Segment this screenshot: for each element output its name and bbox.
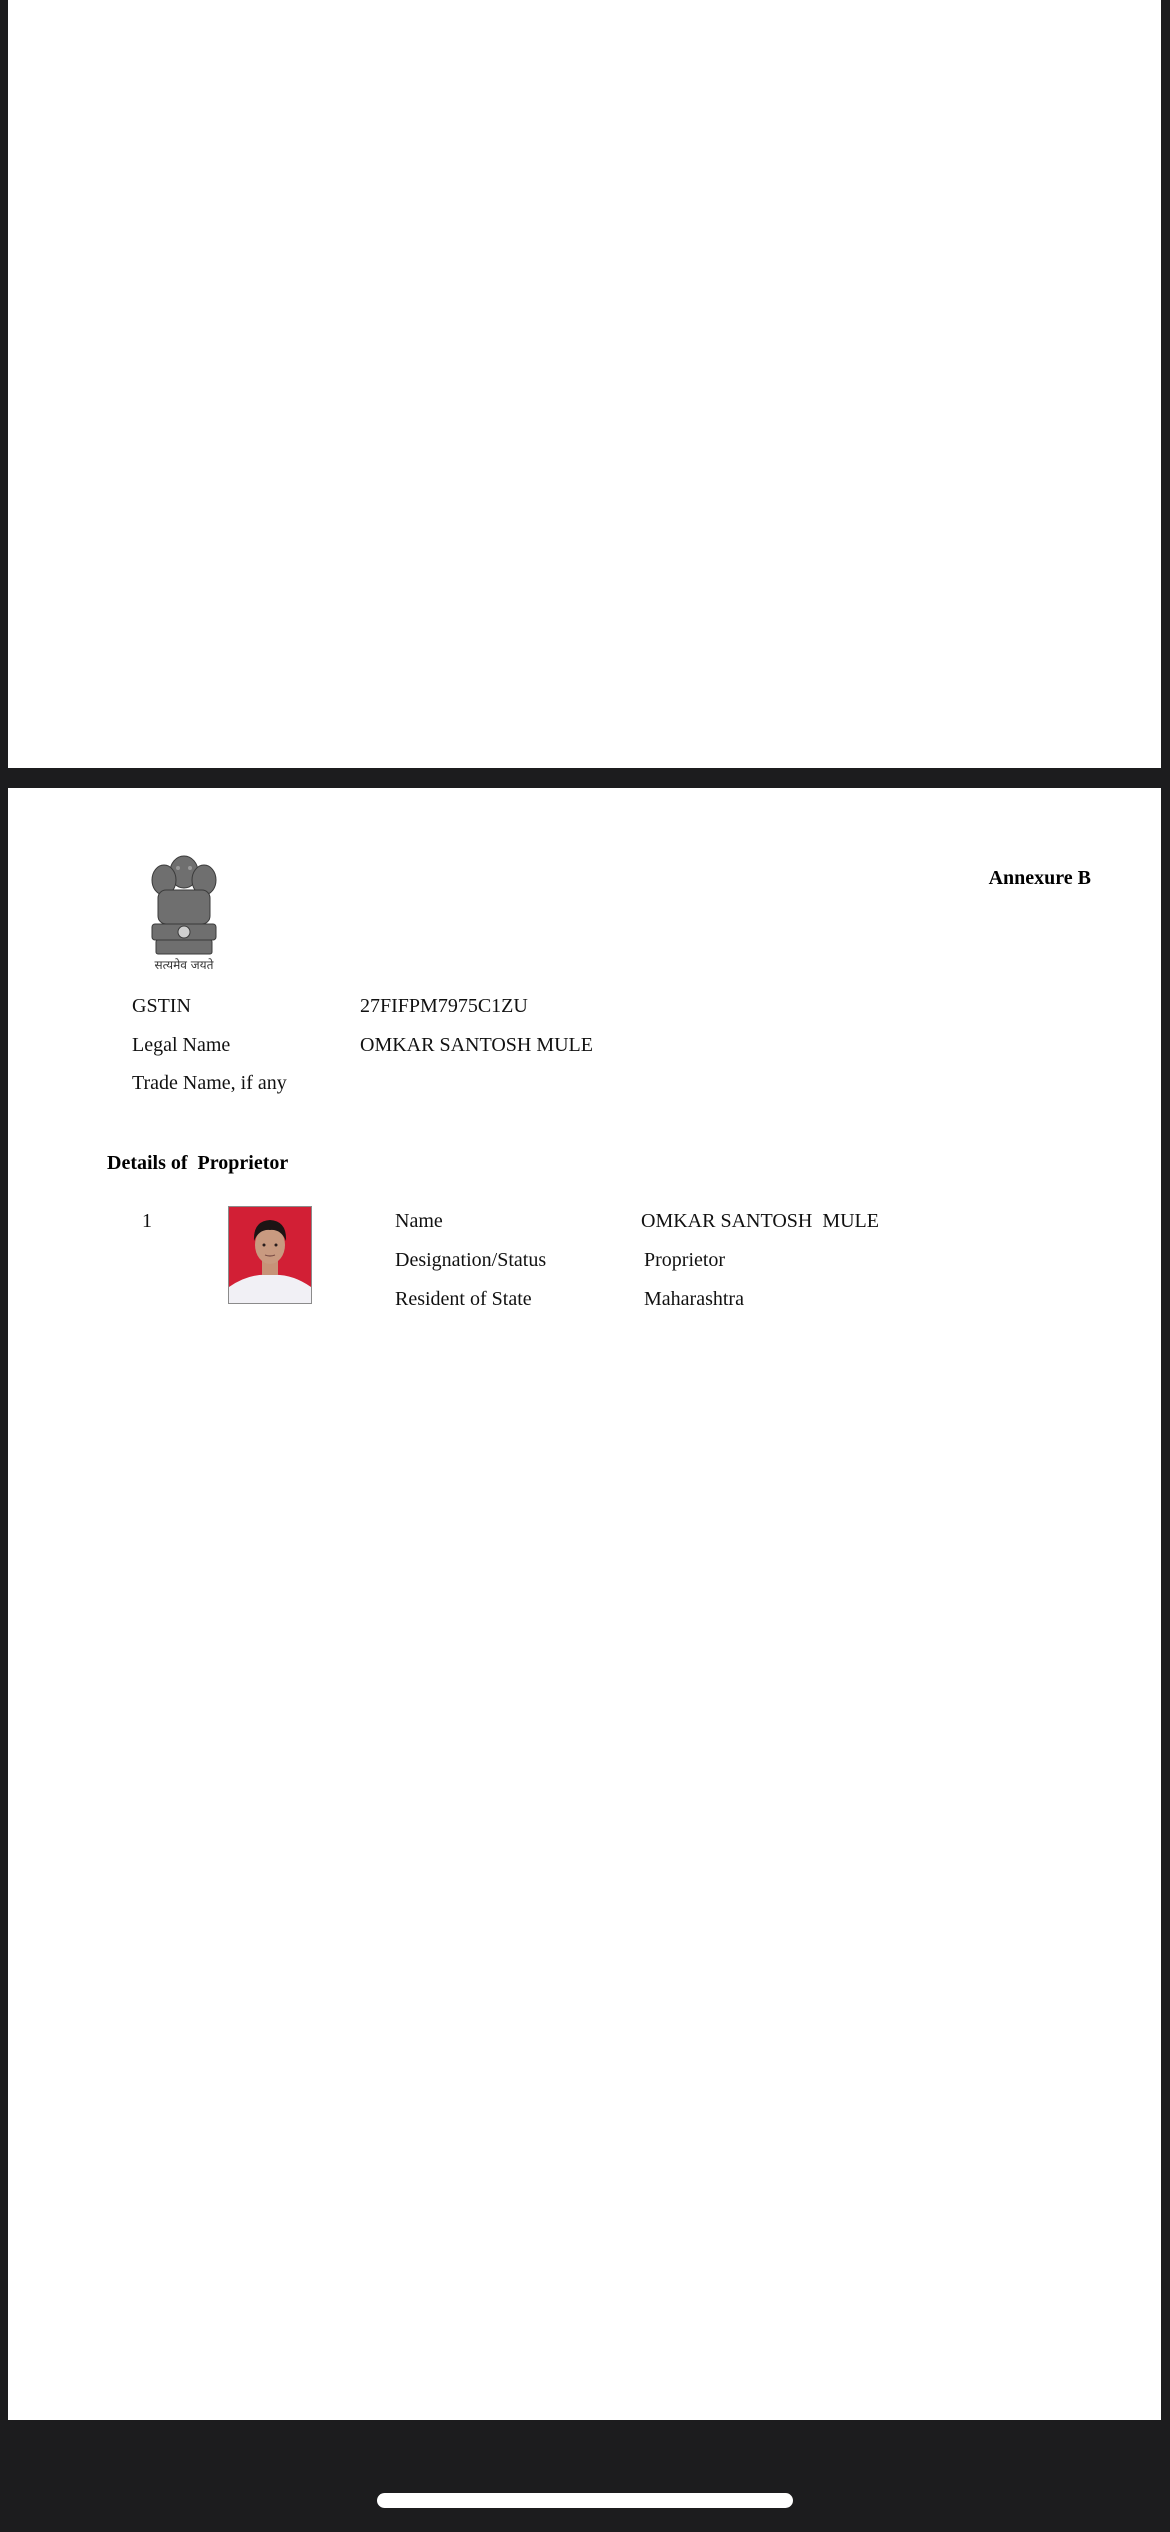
resident-state-value: Maharashtra bbox=[644, 1288, 744, 1310]
gstin-value: 27FIFPM7975C1ZU bbox=[360, 995, 528, 1017]
emblem-motto: सत्यमेव जयते bbox=[154, 958, 214, 972]
annexure-title: Annexure B bbox=[988, 867, 1091, 889]
proprietor-photo bbox=[228, 1206, 312, 1304]
legal-name-value: OMKAR SANTOSH MULE bbox=[360, 1034, 593, 1056]
designation-value: Proprietor bbox=[644, 1249, 726, 1271]
resident-state-label: Resident of State bbox=[395, 1288, 532, 1310]
gstin-label: GSTIN bbox=[132, 995, 191, 1017]
previous-page[interactable] bbox=[8, 0, 1161, 768]
designation-label: Designation/Status bbox=[395, 1249, 547, 1271]
proprietor-name-label: Name bbox=[395, 1210, 443, 1232]
legal-name-label: Legal Name bbox=[132, 1034, 231, 1056]
proprietor-serial: 1 bbox=[142, 1210, 152, 1232]
proprietor-name-value: OMKAR SANTOSH MULE bbox=[641, 1210, 879, 1232]
trade-name-label: Trade Name, if any bbox=[132, 1072, 287, 1094]
section-title: Details of Proprietor bbox=[107, 1152, 289, 1174]
annexure-page[interactable] bbox=[8, 788, 1161, 2420]
home-indicator[interactable] bbox=[377, 2493, 793, 2508]
